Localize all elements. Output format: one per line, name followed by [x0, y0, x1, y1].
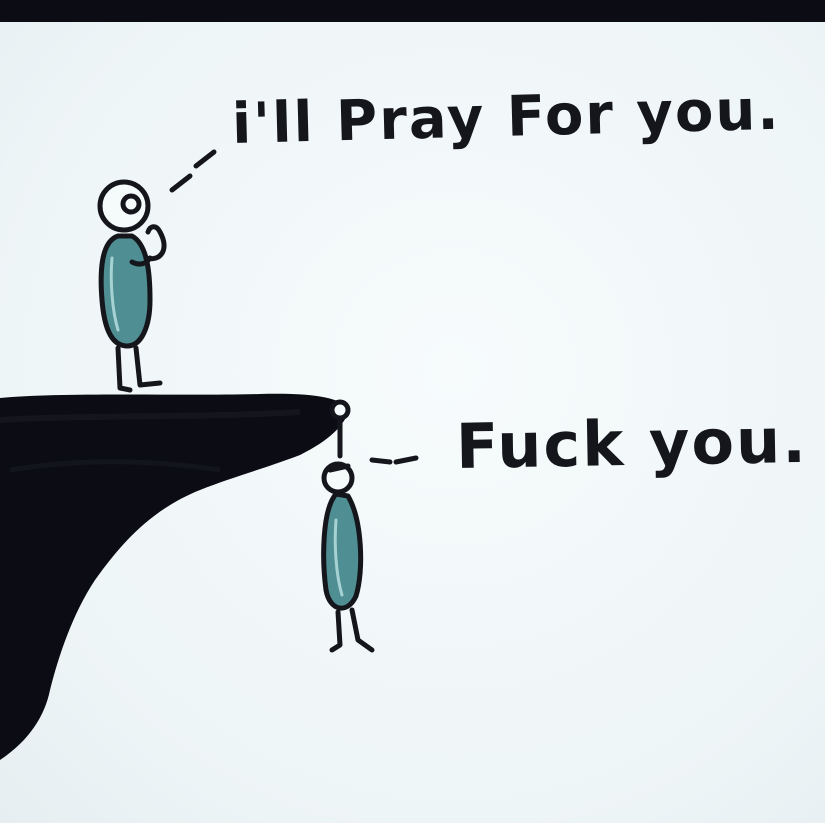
praying-figure	[100, 152, 214, 390]
reply-speech: Fuck you.	[455, 403, 809, 483]
hanging-figure	[324, 402, 416, 650]
prayer-speech: i'll Pray For you.	[231, 77, 782, 157]
cliff	[0, 394, 350, 760]
